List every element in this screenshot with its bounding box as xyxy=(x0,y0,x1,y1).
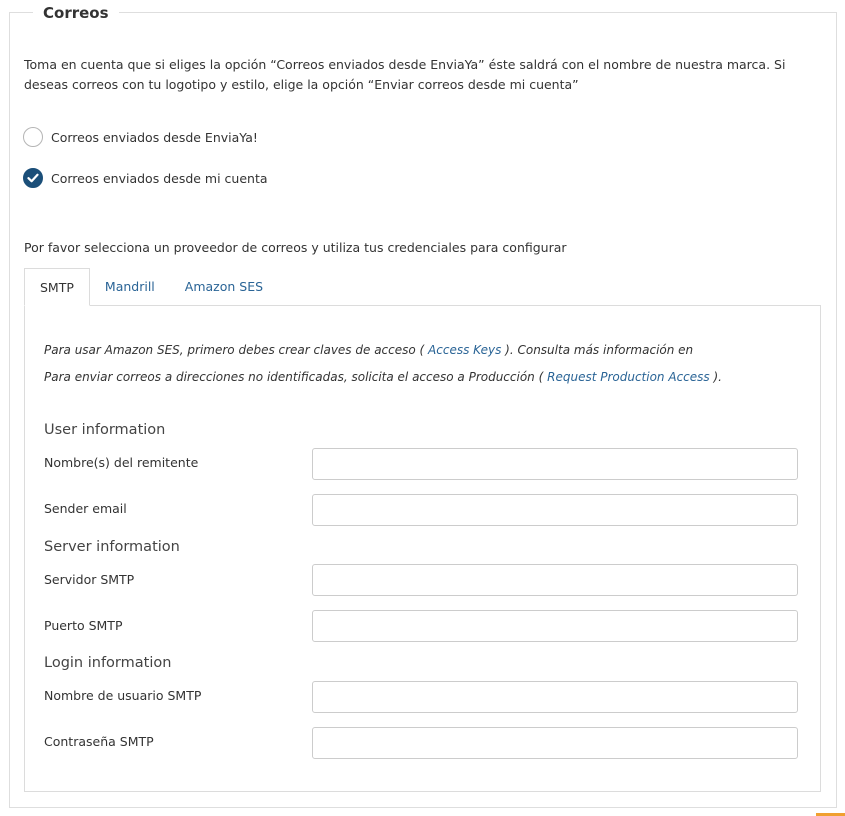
smtp-server-label: Servidor SMTP xyxy=(44,572,135,587)
sender-email-input[interactable] xyxy=(312,494,798,526)
radio-enviaya[interactable] xyxy=(23,127,43,147)
smtp-username-label: Nombre de usuario SMTP xyxy=(44,688,202,703)
sender-email-label: Sender email xyxy=(44,501,127,516)
smtp-port-input[interactable] xyxy=(312,610,798,642)
note-1-prefix: Para usar Amazon SES, primero debes crear claves de acceso ( xyxy=(44,343,425,357)
tab-amazon-ses[interactable]: Amazon SES xyxy=(184,279,264,294)
sender-name-label: Nombre(s) del remitente xyxy=(44,455,199,470)
checkmark-icon xyxy=(27,173,39,183)
section-title: Correos xyxy=(33,4,119,22)
provider-tabs xyxy=(24,268,278,306)
radio-mi-cuenta[interactable] xyxy=(23,168,43,188)
providers-instructions: Por favor selecciona un proveedor de correos y utiliza tus credenciales para configurar xyxy=(24,240,567,255)
option-mi-cuenta[interactable] xyxy=(23,168,268,188)
note-2-suffix: ). xyxy=(713,370,722,384)
server-information-title: Server information xyxy=(44,539,180,555)
sender-name-input[interactable] xyxy=(312,448,798,480)
option-enviaya-label: Correos enviados desde EnviaYa! xyxy=(51,129,258,145)
tab-mandrill[interactable]: Mandrill xyxy=(104,279,155,294)
note-2-prefix: Para enviar correos a direcciones no identificadas, solicita el acceso a Producción ( xyxy=(44,370,544,384)
smtp-password-label: Contraseña SMTP xyxy=(44,734,154,749)
note-1-suffix: ). Consulta más información en xyxy=(505,343,694,357)
tab-smtp[interactable]: SMTP xyxy=(24,268,90,306)
smtp-port-label: Puerto SMTP xyxy=(44,618,123,633)
access-keys-link[interactable]: Access Keys xyxy=(428,343,502,357)
request-production-access-link[interactable]: Request Production Access xyxy=(547,370,710,384)
user-information-title: User information xyxy=(44,422,166,438)
smtp-username-input[interactable] xyxy=(312,681,798,713)
option-mi-cuenta-label: Correos enviados desde mi cuenta xyxy=(51,170,268,186)
smtp-password-input[interactable] xyxy=(312,727,798,759)
smtp-server-input[interactable] xyxy=(312,564,798,596)
intro-text: Toma en cuenta que si eliges la opción “Correos enviados desde EnviaYa” éste saldrá con el nombre de nuestra marca. Si deseas correos con tu logotipo y estilo, elige la opción “Enviar correos desde mi cuenta” xyxy=(24,57,786,92)
production-access-note xyxy=(44,370,722,384)
option-enviaya[interactable] xyxy=(23,127,258,147)
amazon-access-note xyxy=(44,343,693,357)
login-information-title: Login information xyxy=(44,655,172,671)
